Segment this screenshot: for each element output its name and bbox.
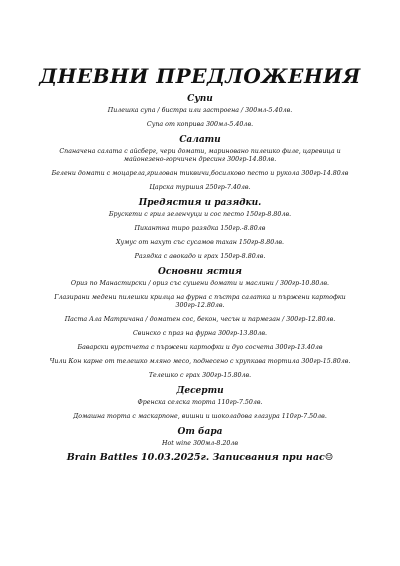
section-mains <box>0 267 400 380</box>
section-salads <box>0 135 400 192</box>
menu-item: Пилешка супа / бистра или застроена / 300мл-5.40лв. <box>107 107 293 114</box>
section-heading: Предястия и разядки. <box>138 198 262 208</box>
menu-item: Чили Кон карне от телешко мляно месо, поднесено с хрупкава тортила 300гр-15.80лв. <box>49 358 351 365</box>
section-heading: Салати <box>179 135 221 145</box>
menu-item: Хумус от нахут със сусамов тахан 150гр-8.80лв. <box>115 239 284 246</box>
section-soups <box>0 94 400 129</box>
menu-item: Пикантна тиро разядка 150гр.-8.80лв <box>134 225 266 232</box>
section-bar <box>0 427 400 448</box>
section-starters <box>0 198 400 261</box>
menu-item: Супа от коприва 300мл-5.40лв. <box>146 121 254 128</box>
section-heading: Супи <box>187 94 213 104</box>
section-heading: От бара <box>177 427 223 437</box>
page-title: ДНЕВНИ ПРЕДЛОЖЕНИЯ <box>39 64 361 88</box>
menu-item: Царска туршия 250гр-7.40лв. <box>149 184 251 191</box>
menu-item: Домашна торта с маскарпоне, вишни и шоколадова глазура 110гр-7.50лв. <box>73 413 327 420</box>
menu-item: Белени домати с моцарела,грилован тиквичи,босилково песто и рукола 300гр-14.80лв <box>51 170 349 177</box>
section-desserts <box>0 386 400 421</box>
menu-item: Телешко с грах 300гр-15.80лв. <box>148 372 252 379</box>
event-announcement: Brain Battles 10.03.2025г. Записвания при нас☺ <box>66 452 334 463</box>
menu-item: Паста Ала Матричана / доматен сос, бекон, чесън и пармезан / 300гр-12.80лв. <box>64 316 336 323</box>
menu-item: Баварски вурстчета с пържени картофки и дуо сосчета 300гр-13.40лв <box>77 344 323 351</box>
menu-item: Спаначена салата с айсберг, чери домати, мариновано пилешко филе, царевица и майонезено-горчичен дресинг 300гр-14.80лв. <box>59 148 341 163</box>
menu-item: Френска селска торта 110гр-7.50лв. <box>137 399 263 406</box>
menu-item: Hot wine 300мл-8.20лв <box>161 440 239 447</box>
menu-item: Глазирани медени пилешки крилца на фурна с пъстра салатка и пържени картофки 300гр-12.80лв. <box>54 294 346 309</box>
menu-item: Ориз по Манастирски / ориз със сушени домати и маслини / 300гр-10.80лв. <box>70 280 330 287</box>
menu-item: Брускети с грил зеленчуци и сос песто 150гр-8.80лв. <box>108 211 292 218</box>
menu-item: Свинско с праз на фурна 300гр-13.80лв. <box>132 330 268 337</box>
section-heading: Основни ястия <box>158 267 242 277</box>
section-heading: Десерти <box>176 386 224 396</box>
menu-item: Разядка с авокадо и грах 150гр-8.80лв. <box>134 253 266 260</box>
